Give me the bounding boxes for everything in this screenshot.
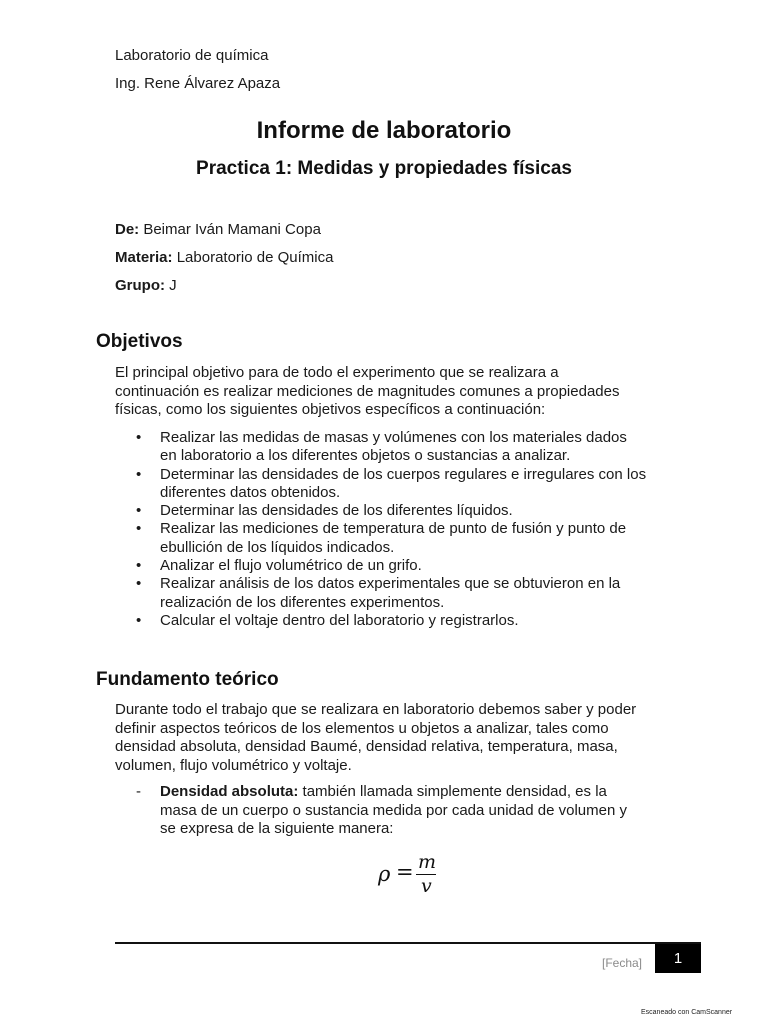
objetivos-list-item xyxy=(136,575,646,612)
list-item-line: diferentes datos obtenidos. xyxy=(160,483,341,501)
definition-term: Densidad absoluta: xyxy=(160,783,299,800)
list-item-line: Realizar las medidas de masas y volúmenes con los materiales dados xyxy=(160,429,627,446)
objetivos-intro xyxy=(115,364,619,420)
section-heading-objetivos: Objetivos xyxy=(96,331,183,352)
formula-numerator: m xyxy=(418,851,437,873)
bullet-icon: • xyxy=(136,611,142,629)
meta-group-label: Grupo: xyxy=(115,277,165,294)
meta-author-value: Beimar Iván Mamani Copa xyxy=(139,221,321,238)
formula-equals: = xyxy=(396,860,414,884)
meta-group-value: J xyxy=(165,277,177,294)
list-item-line: Analizar el flujo volumétrico de un grifo. xyxy=(160,557,422,575)
fundamento-intro xyxy=(115,701,636,775)
dash-bullet: - xyxy=(136,783,141,800)
objetivos-intro-line: El principal objetivo para de todo el experimento que se realizara a xyxy=(115,364,559,381)
meta-subject-label: Materia: xyxy=(115,249,173,266)
objetivos-list-item xyxy=(136,520,646,557)
meta-author xyxy=(115,221,321,238)
meta-subject xyxy=(115,249,333,266)
definition-line: se expresa de la siguiente manera: xyxy=(160,820,394,837)
list-item-line: ebullición de los líquidos indicados. xyxy=(160,538,395,556)
definition-line: masa de un cuerpo o sustancia medida por cada unidad de volumen y xyxy=(160,801,627,819)
list-item-line: Calcular el voltaje dentro del laboratorio y registrarlos. xyxy=(160,611,519,629)
meta-author-label: De: xyxy=(115,221,140,238)
objetivos-list-item xyxy=(136,429,646,466)
fundamento-intro-line: definir aspectos teóricos de los elementos u objetos a analizar, tales como xyxy=(115,719,609,737)
fundamento-intro-line: volumen, flujo volumétrico y voltaje. xyxy=(115,756,352,774)
fundamento-intro-line: Durante todo el trabajo que se realizara en laboratorio debemos saber y poder xyxy=(115,701,637,718)
bullet-icon: • xyxy=(136,575,142,593)
objetivos-intro-line: físicas, como los siguientes objetivos específicos a continuación: xyxy=(115,401,546,418)
document-title: Informe de laboratorio xyxy=(256,117,512,144)
definition-densidad-absoluta xyxy=(160,783,627,839)
footer-rule xyxy=(115,942,701,944)
scanner-watermark: Escaneado con CamScanner xyxy=(641,1009,733,1016)
header-line-2: Ing. Rene Álvarez Apaza xyxy=(115,75,281,92)
bullet-icon: • xyxy=(136,502,142,520)
bullet-icon: • xyxy=(136,429,142,446)
objetivos-list xyxy=(136,429,647,630)
objetivos-list-item xyxy=(136,502,646,520)
list-item-line: Determinar las densidades de los diferentes líquidos. xyxy=(160,502,513,520)
list-item-line: realización de los diferentes experimentos. xyxy=(160,593,445,611)
fundamento-intro-line: densidad absoluta, densidad Baumé, densidad relativa, temperatura, masa, xyxy=(115,738,618,755)
list-item-line: en laboratorio a los diferentes objetos o sustancias a analizar. xyxy=(160,447,571,465)
bullet-icon: • xyxy=(136,520,142,538)
page-number: 1 xyxy=(655,944,701,973)
section-heading-fundamento: Fundamento teórico xyxy=(96,669,279,690)
definition-line xyxy=(160,783,627,802)
meta-subject-value: Laboratorio de Química xyxy=(172,249,334,266)
objetivos-list-item xyxy=(136,465,647,503)
bullet-icon: • xyxy=(136,557,142,575)
formula-lhs: ρ xyxy=(378,862,391,886)
bullet-icon: • xyxy=(136,465,142,483)
formula-denominator: v xyxy=(421,875,432,897)
document-subtitle: Practica 1: Medidas y propiedades físicas xyxy=(196,158,572,179)
objetivos-intro-line: continuación es realizar mediciones de magnitudes comunes a propiedades xyxy=(115,382,620,400)
definition-text: también llamada simplemente densidad, es la xyxy=(298,783,607,800)
list-item-line: Realizar análisis de los datos experimentales que se obtuvieron en la xyxy=(160,575,621,593)
list-item-line: Realizar las mediciones de temperatura de punto de fusión y punto de xyxy=(160,520,627,538)
header-line-1: Laboratorio de química xyxy=(115,47,269,64)
footer-date-placeholder: [Fecha] xyxy=(602,956,643,970)
objetivos-list-item xyxy=(136,611,646,630)
list-item-line: Determinar las densidades de los cuerpos regulares e irregulares con los xyxy=(160,465,647,483)
meta-group xyxy=(115,277,177,294)
objetivos-list-item xyxy=(136,557,646,575)
